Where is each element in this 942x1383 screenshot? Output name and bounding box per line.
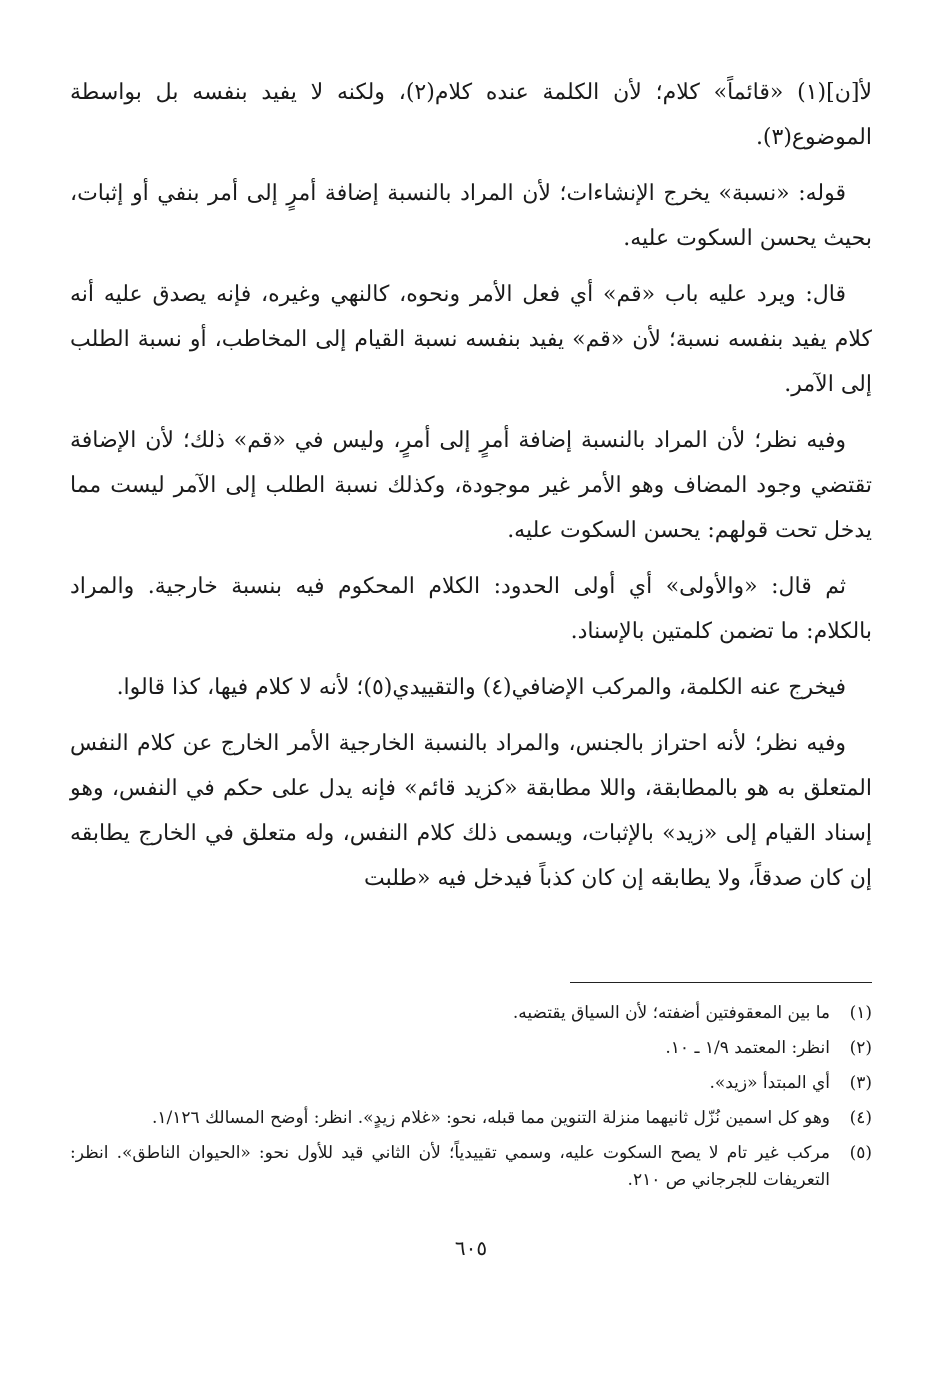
- footnote-number: (١): [849, 1003, 872, 1023]
- paragraph: قال: ويرد عليه باب «قم» أي فعل الأمر ونحوه، كالنهي وغيره، فإنه يصدق عليه أنه كلام يفيد بنفسه نسبة؛ لأن «قم» يفيد بنفسه نسبة القيام إلى المخاطب، أو نسبة الطلب إلى الآمر.: [70, 282, 872, 397]
- footnote: [70, 1105, 872, 1132]
- paragraph: لأ[ن](١) «قائماً» كلام؛ لأن الكلمة عنده كلام(٢)، ولكنه لا يفيد بنفسه بل بواسطة الموضوع(٣).: [70, 80, 872, 150]
- footnote-text: ما بين المعقوفتين أضفته؛ لأن السياق يقتضيه.: [512, 1003, 830, 1023]
- footnote-number: (٤): [849, 1108, 872, 1128]
- paragraph: ثم قال: «والأولى» أي أولى الحدود: الكلام المحكوم فيه بنسبة خارجية. والمراد بالكلام: ما تضمن كلمتين بالإسناد.: [70, 574, 872, 644]
- footnotes: [70, 1000, 872, 1202]
- footnote: [70, 1140, 872, 1194]
- footnote-divider: [570, 982, 872, 983]
- footnote-text: أي المبتدأ «زيد».: [709, 1073, 830, 1093]
- paragraph: وفيه نظر؛ لأن المراد بالنسبة إضافة أمرٍ إلى أمرٍ، وليس في «قم» ذلك؛ لأن الإضافة تقتضي وجود المضاف وهو الأمر غير موجودة، وكذلك نسبة الطلب إلى الآمر ليست مما يدخل تحت قولهم: يحسن السكوت عليه.: [70, 428, 872, 543]
- footnote-number: (٢): [849, 1038, 872, 1058]
- page-number: ٦٠٥: [454, 1236, 488, 1260]
- footnote-text: مركب غير تام لا يصح السكوت عليه، وسمي تقييدياً؛ لأن الثاني قيد للأول نحو: «الحيوان الناطق». انظر: التعريفات للجرجاني ص ٢١٠.: [70, 1143, 830, 1190]
- footnote-number: (٥): [849, 1143, 872, 1163]
- paragraph: فيخرج عنه الكلمة، والمركب الإضافي(٤) والتقييدي(٥)؛ لأنه لا كلام فيها، كذا قالوا.: [116, 675, 846, 700]
- main-text: [70, 70, 872, 901]
- footnote-text: وهو كل اسمين نُزّل ثانيهما منزلة التنوين مما قبله، نحو: «غلام زيدٍ». انظر: أوضح المسالك ١/١٢٦.: [152, 1108, 830, 1128]
- footnote-number: (٣): [849, 1073, 872, 1093]
- footnote-text: انظر: المعتمد ١/٩ ـ ١٠.: [665, 1038, 830, 1058]
- paragraph: وفيه نظر؛ لأنه احتراز بالجنس، والمراد بالنسبة الخارجية الأمر الخارج عن كلام النفس المتعلق به هو بالمطابقة، واللا مطابقة «كزيد قائم» فإنه يدل على حكم في النفس، وهو إسناد القيام إلى «زيد» بالإثبات، ويسمى ذلك كلام النفس، وله متعلق في الخارج يطابقه إن كان صدقاً، ولا يطابقه إن كان كذباً فيدخل فيه «طلبت: [70, 731, 872, 891]
- paragraph: قوله: «نسبة» يخرج الإنشاءات؛ لأن المراد بالنسبة إضافة أمرٍ إلى أمر بنفي أو إثبات، بحيث يحسن السكوت عليه.: [70, 181, 872, 251]
- footnote: [70, 1035, 872, 1062]
- footnote: [70, 1070, 872, 1097]
- footnote: [70, 1000, 872, 1027]
- book-page: [70, 70, 872, 1260]
